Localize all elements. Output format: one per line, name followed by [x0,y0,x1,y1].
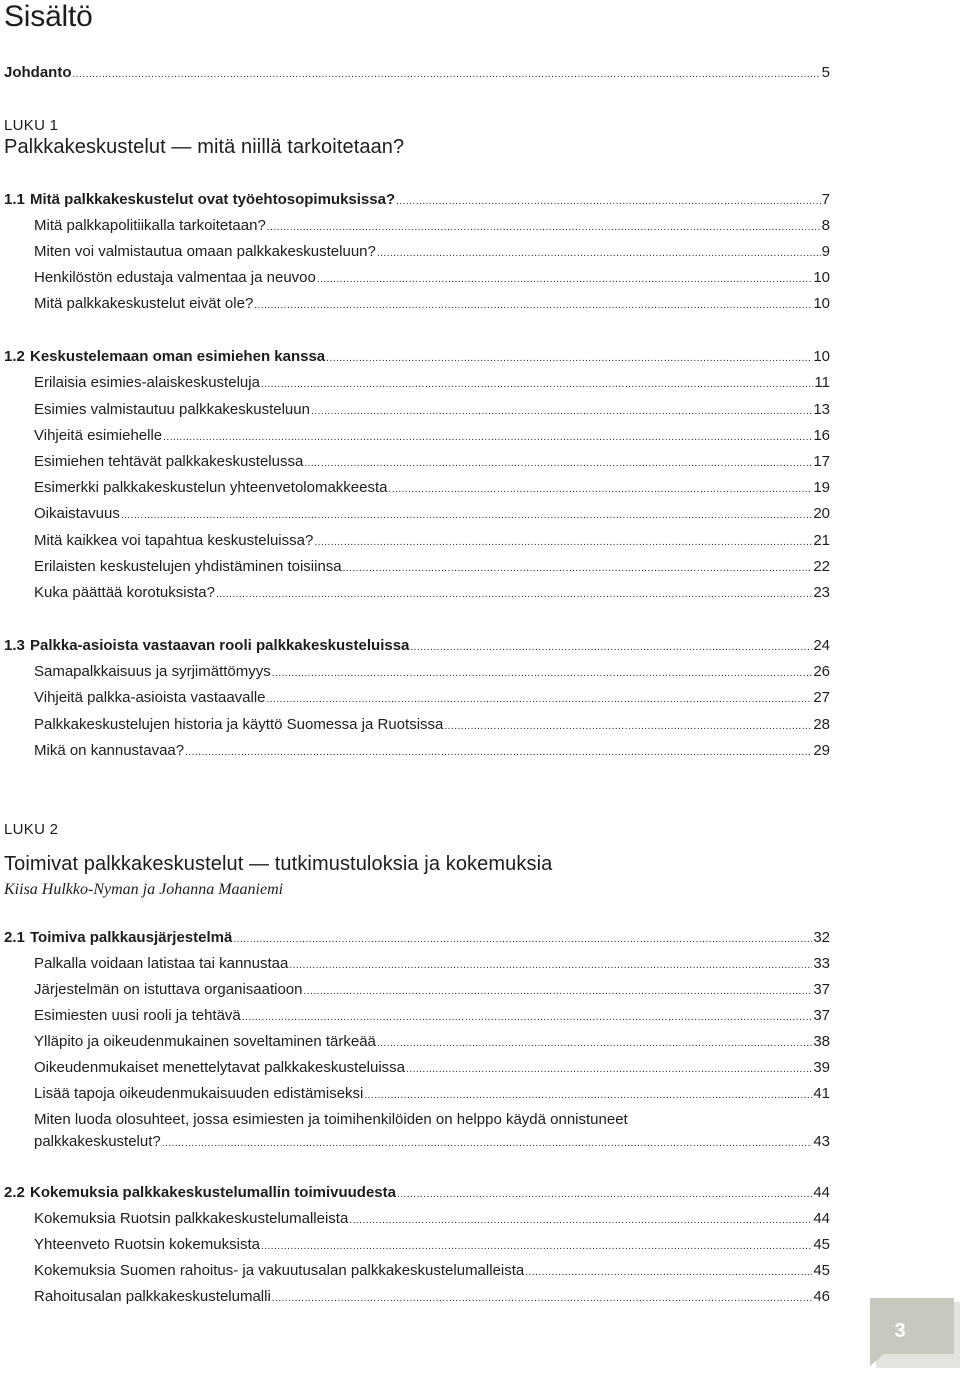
toc-entry-page: 43 [813,1133,830,1150]
toc-entry-page: 46 [813,1288,830,1305]
toc-entry-last-line [34,1131,830,1155]
dot-leader [233,929,812,951]
toc-entry-label: Mitä kaikkea voi tapahtua keskusteluissa? [34,532,314,549]
toc-entry-page: 10 [813,269,830,286]
toc-entry[interactable] [0,241,830,263]
dot-leader [272,663,813,685]
dot-leader [261,374,814,396]
toc-entry-page: 44 [813,1210,830,1227]
toc-entry-page: 17 [813,453,830,470]
section-label: Mitä palkkakeskustelut ovat työehtosopimuksissa? [30,191,396,208]
dot-leader [364,1085,812,1107]
toc-entry-label: Lisää tapoja oikeudenmukaisuuden edistämiseksi [34,1085,364,1102]
toc-entry[interactable] [0,530,830,552]
toc-entry-page: 37 [813,1007,830,1024]
dot-leader [261,1236,812,1258]
dot-leader [216,584,812,606]
toc-entry-label: Vihjeitä esimiehelle [34,427,163,444]
toc-entry[interactable] [0,1208,830,1230]
section-number: 2.2 [4,1184,25,1201]
toc-entry[interactable] [0,1031,830,1053]
toc-entry-label: Rahoitusalan palkkakeskustelumalli [34,1288,271,1305]
chapter-label: LUKU 2 [4,821,59,838]
toc-entry-page: 11 [814,374,830,391]
toc-entry-intro[interactable] [4,62,830,84]
toc-entry[interactable] [0,215,830,237]
toc-entry[interactable] [0,687,830,709]
toc-entry[interactable] [0,477,830,499]
toc-entry-page: 26 [813,663,830,680]
toc-entry-label: Mitä palkkakeskustelut eivät ole? [34,295,254,312]
toc-entry-label: Erilaisten keskustelujen yhdistäminen toisiinsa [34,558,342,575]
toc-entry[interactable] [0,953,830,975]
section-number: 1.3 [4,637,25,654]
section-number: 1.1 [4,191,25,208]
toc-entry[interactable] [0,1083,830,1105]
dot-leader [397,1184,812,1206]
dot-leader [377,243,821,265]
dot-leader [343,558,813,580]
dot-leader [242,1007,813,1029]
chapter-title: Toimivat palkkakeskustelut — tutkimustuloksia ja kokemuksia [4,853,553,875]
toc-entry-page: 45 [813,1262,830,1279]
dot-leader [444,716,812,738]
toc-entry[interactable] [0,1260,830,1282]
toc-entry-label: Kokemuksia Suomen rahoitus- ja vakuutusalan palkkakeskustelumalleista [34,1262,525,1279]
toc-entry[interactable] [0,425,830,447]
dot-leader [267,217,821,239]
section-number: 1.2 [4,348,25,365]
dot-leader [406,1059,812,1081]
toc-entry[interactable] [0,293,830,315]
toc-entry-label: Kuka päättää korotuksista? [34,584,215,601]
section-number: 2.1 [4,929,25,946]
toc-entry[interactable] [0,582,830,604]
section-label: Keskustelemaan oman esimiehen kanssa [30,348,326,365]
toc-entry-page: 27 [813,689,830,706]
toc-entry-label: Esimerkki palkkakeskustelun yhteenvetolomakkeesta [34,479,388,496]
toc-entry[interactable] [0,399,830,421]
toc-entry[interactable] [0,740,830,762]
section-page: 24 [813,637,830,654]
toc-entry-page: 39 [813,1059,830,1076]
chapter-title: Palkkakeskustelut — mitä niillä tarkoitetaan? [4,136,405,158]
toc-entry[interactable] [0,1234,830,1256]
toc-section[interactable] [0,1182,830,1204]
toc-entry-page: 19 [813,479,830,496]
toc-entry-label: Palkkakeskustelujen historia ja käyttö Suomessa ja Ruotsissa [34,716,444,733]
dot-leader [314,532,812,554]
dot-leader [525,1262,812,1284]
toc-entry-page: 10 [813,295,830,312]
toc-entry[interactable] [0,267,830,289]
toc-entry-page: 37 [813,981,830,998]
toc-section[interactable] [0,346,830,368]
toc-entry-label: Kokemuksia Ruotsin palkkakeskustelumalleista [34,1210,349,1227]
dot-leader [389,479,813,501]
toc-entry-label: Ylläpito ja oikeudenmukainen soveltaminen tärkeää [34,1033,376,1050]
section-page: 32 [813,929,830,946]
toc-entry[interactable] [0,1005,830,1027]
dot-leader [289,955,812,977]
toc-entry-label: Esimies valmistautuu palkkakeskusteluun [34,401,310,418]
toc-section[interactable] [0,635,830,657]
toc-entry-page: 45 [813,1236,830,1253]
toc-entry-page: 22 [813,558,830,575]
dot-leader [267,689,813,711]
dot-leader [304,981,813,1003]
toc-entry-label: Erilaisia esimies-alaiskeskusteluja [34,374,260,391]
toc-entry-label: Oikeudenmukaiset menettelytavat palkkakeskusteluissa [34,1059,406,1076]
toc-entry-label: Henkilöstön edustaja valmentaa ja neuvoo [34,269,316,286]
section-label: Toimiva palkkausjärjestelmä [30,929,233,946]
toc-entry-label-line2: palkkakeskustelut? [34,1133,161,1150]
dot-leader [121,505,812,527]
dot-leader [377,1033,812,1055]
toc-entry[interactable] [0,979,830,1001]
toc-entry[interactable] [0,714,830,736]
toc-entry-label: Miten voi valmistautua omaan palkkakeskusteluun? [34,243,376,260]
dot-leader [410,637,812,659]
dot-leader [304,453,812,475]
toc-entry[interactable] [0,556,830,578]
toc-entry-page: 38 [813,1033,830,1050]
toc-entry-label: Johdanto [4,64,72,81]
toc-entry-page: 28 [813,716,830,733]
dot-leader [163,427,812,449]
toc-entry[interactable] [0,451,830,473]
page-title: Sisältö [4,0,93,33]
dot-leader [254,295,812,317]
toc-entry-label: Esimiesten uusi rooli ja tehtävä [34,1007,241,1024]
chapter-authors: Kiisa Hulkko-Nyman ja Johanna Maaniemi [4,881,284,898]
toc-entry-label: Yhteenveto Ruotsin kokemuksista [34,1236,260,1253]
toc-entry-label: Järjestelmän on istuttava organisaatioon [34,981,303,998]
toc-entry-page: 5 [821,64,830,81]
toc-entry[interactable] [0,1057,830,1079]
section-page: 10 [813,348,830,365]
toc-entry[interactable] [0,503,830,525]
dot-leader [272,1288,813,1310]
toc-entry-label: Mitä palkkapolitiikalla tarkoitetaan? [34,217,266,234]
chapter-label: LUKU 1 [4,117,59,134]
toc-entry[interactable] [0,661,830,683]
toc-entry-page: 8 [821,217,830,234]
toc-entry-label: Esimiehen tehtävät palkkakeskustelussa [34,453,304,470]
section-label: Palkka-asioista vastaavan rooli palkkakeskusteluissa [30,637,410,654]
toc-entry-page: 21 [813,532,830,549]
toc-section[interactable] [0,189,830,211]
toc-entry[interactable] [0,1286,830,1308]
toc-entry-multiline[interactable] [34,1109,830,1155]
dot-leader [317,269,812,291]
toc-entry-page: 33 [813,955,830,972]
toc-entry-page: 20 [813,505,830,522]
toc-entry-label: Palkalla voidaan latistaa tai kannustaa [34,955,289,972]
dot-leader [162,1133,813,1155]
section-page: 7 [821,191,830,208]
toc-entry-page: 41 [813,1085,830,1102]
dot-leader [326,348,812,370]
toc-entry-label: Oikaistavuus [34,505,120,522]
section-label: Kokemuksia palkkakeskustelumallin toimivuudesta [30,1184,396,1201]
page-number: 3 [894,1320,906,1342]
dot-leader [396,191,821,213]
toc-entry-label-line1: Miten luoda olosuhteet, jossa esimiesten ja toimihenkilöiden on helppo käydä onnistuneet [34,1111,628,1128]
toc-entry-label: Mikä on kannustavaa? [34,742,185,759]
dot-leader [185,742,812,764]
toc-entry[interactable] [0,372,830,394]
toc-entry-page: 16 [813,427,830,444]
dot-leader [311,401,812,423]
toc-entry-page: 29 [813,742,830,759]
toc-entry-page: 9 [821,243,830,260]
toc-entry-label: Vihjeitä palkka-asioista vastaavalle [34,689,266,706]
section-page: 44 [813,1184,830,1201]
toc-entry-label: Samapalkkaisuus ja syrjimättömyys [34,663,271,680]
dot-leader [73,64,821,86]
toc-entry-page: 23 [813,584,830,601]
dot-leader [349,1210,812,1232]
toc-entry-page: 13 [813,401,830,418]
toc-section[interactable] [0,927,830,949]
